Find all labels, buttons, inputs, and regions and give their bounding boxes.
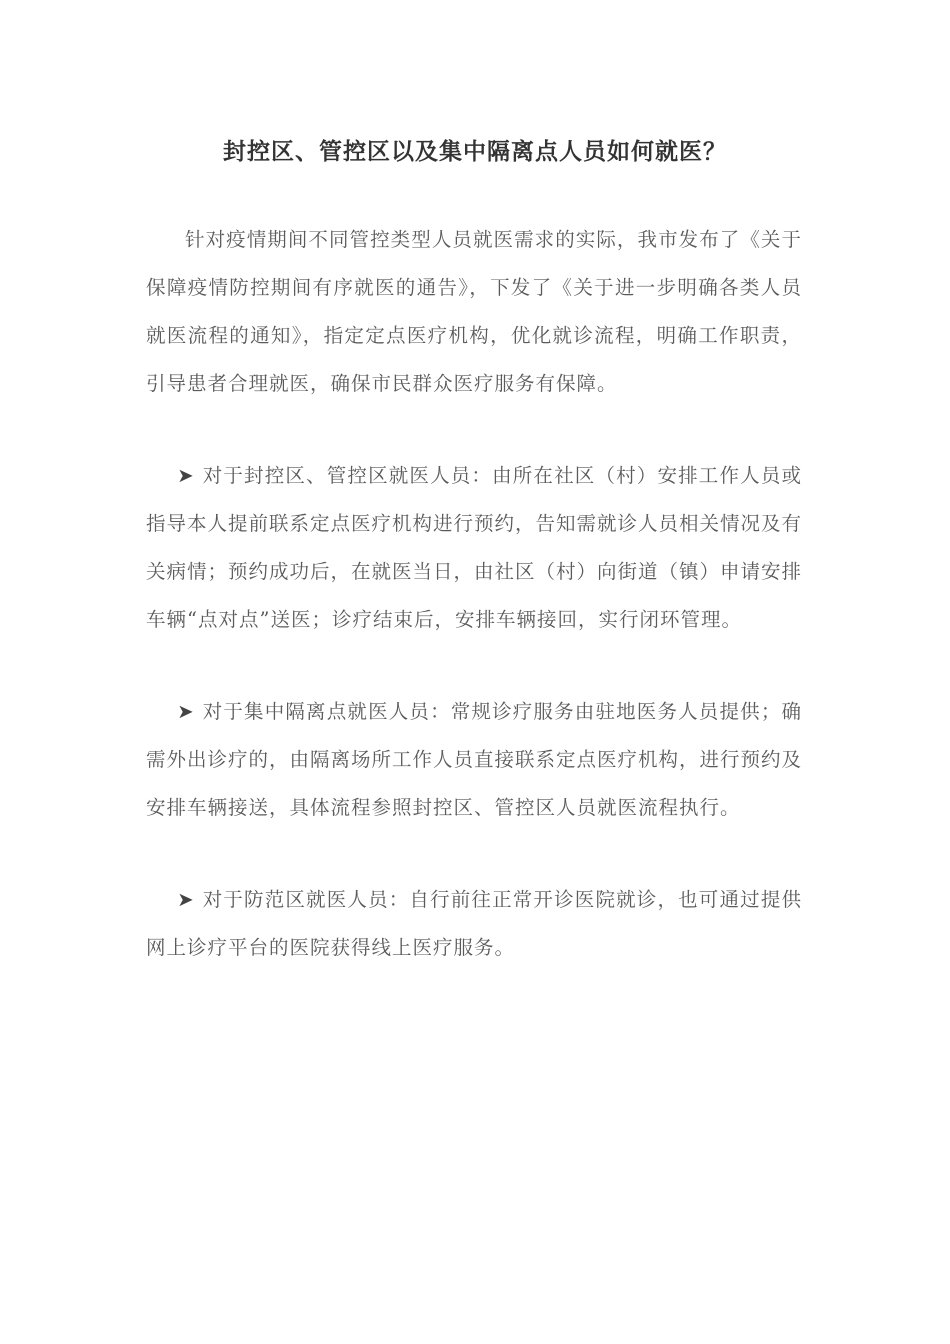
arrow-bullet-icon: ➤ (177, 700, 195, 723)
bullet-item-3 (146, 876, 802, 972)
bullet-item-1 (146, 452, 802, 644)
bullet-item-2 (146, 688, 802, 832)
bullet-item-text: 对于防范区就医人员：自行前往正常开诊医院就诊，也可通过提供网上诊疗平台的医院获得线上医疗服务。 (146, 888, 802, 959)
bullet-item-text: 对于封控区、管控区就医人员：由所在社区（村）安排工作人员或指导本人提前联系定点医疗机构进行预约，告知需就诊人员相关情况及有关病情；预约成功后，在就医当日，由社区（村）向街道（镇）申请安排车辆“点对点”送医；诊疗结束后，安排车辆接回，实行闭环管理。 (146, 464, 803, 631)
document-body (146, 216, 802, 1016)
arrow-bullet-icon: ➤ (177, 464, 195, 487)
arrow-bullet-icon: ➤ (177, 888, 195, 911)
bullet-item-text: 对于集中隔离点就医人员：常规诊疗服务由驻地医务人员提供；确需外出诊疗的，由隔离场所工作人员直接联系定点医疗机构，进行预约及安排车辆接送，具体流程参照封控区、管控区人员就医流程执行。 (146, 700, 803, 819)
document-title: 封控区、管控区以及集中隔离点人员如何就医？ (223, 138, 727, 165)
intro-paragraph: 针对疫情期间不同管控类型人员就医需求的实际，我市发布了《关于保障疫情防控期间有序就医的通告》，下发了《关于进一步明确各类人员就医流程的通知》，指定定点医疗机构，优化就诊流程，明确工作职责，引导患者合理就医，确保市民群众医疗服务有保障。 (146, 228, 802, 395)
